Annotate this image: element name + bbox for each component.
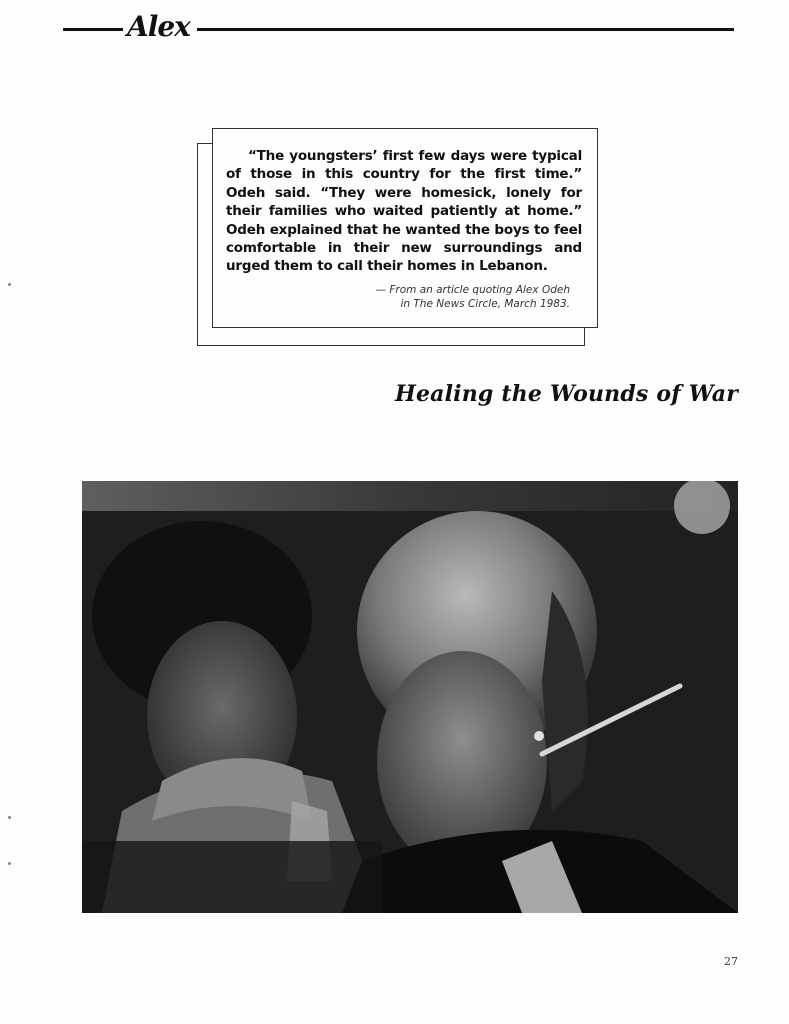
page-number: 27	[724, 955, 738, 968]
photo-foreground-shadow	[82, 841, 382, 913]
photo-top-band	[82, 481, 738, 511]
pencil-tip	[534, 731, 544, 741]
scan-speck	[8, 862, 11, 865]
header-rule-left	[63, 28, 123, 31]
header-signature: Alex	[127, 10, 190, 43]
headline: Healing the Wounds of War	[394, 381, 738, 407]
header-rule-right	[197, 28, 734, 31]
photo	[82, 481, 738, 913]
attribution-line-1: — From an article quoting Alex Odeh	[375, 284, 570, 296]
quote-text: “The youngsters’ first few days were typical of those in this country for the first time.” Odeh said. “They were homesick, lonely for their families who waited patiently at home.” Odeh explained that he wanted the boys to feel comfortable in their new surroundings and urged them to call their homes in Lebanon.	[226, 148, 582, 275]
quote-attribution	[300, 283, 570, 311]
scan-speck	[8, 816, 11, 819]
photo-illustration	[82, 481, 738, 913]
scan-speck	[8, 283, 11, 286]
attribution-line-2: in The News Circle, March 1983.	[400, 298, 570, 310]
